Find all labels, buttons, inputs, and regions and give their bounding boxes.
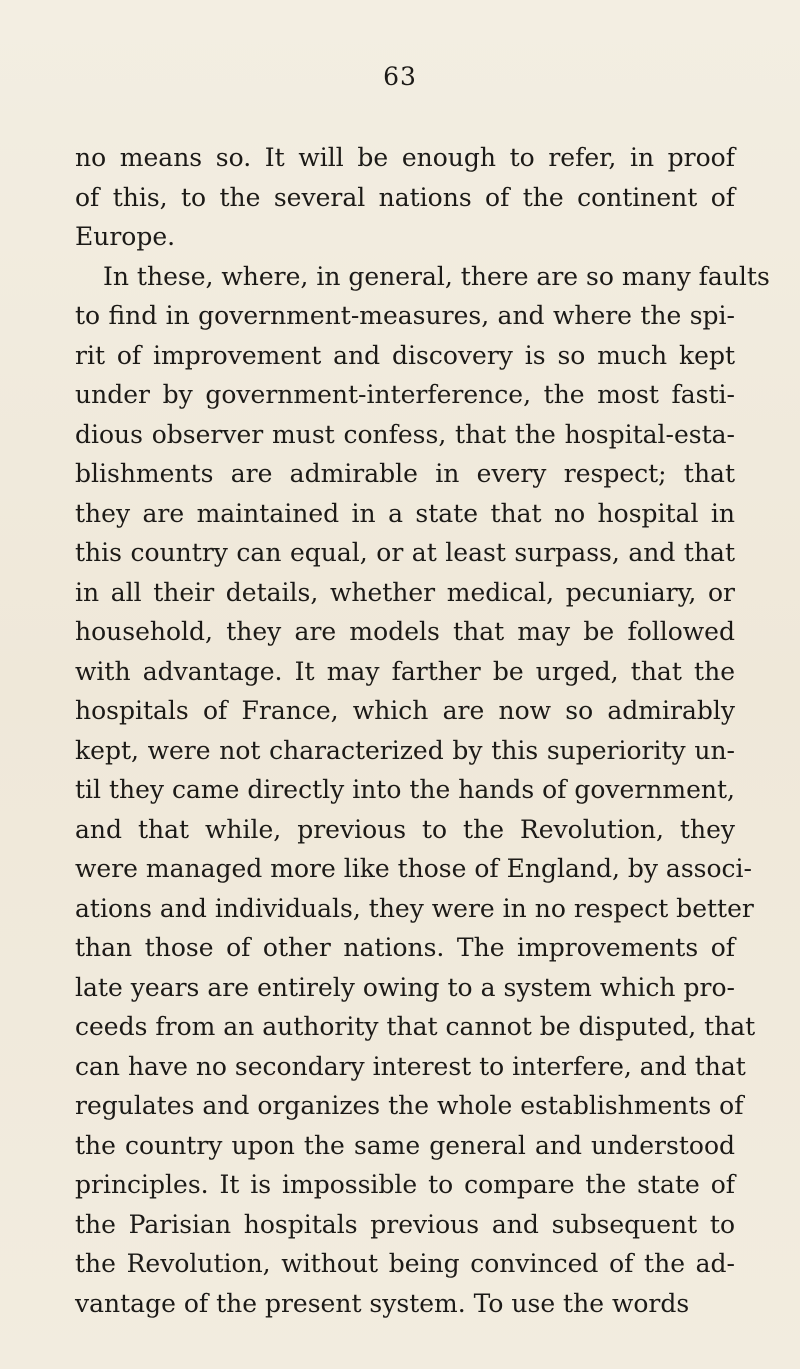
text-line: were managed more like those of England, by associ- [75,854,752,883]
text-line: of this, to the several nations of the continent of [75,182,735,212]
text-line: in all their details, whether medical, pecuniary, or [75,577,735,607]
text-line: the country upon the same general and understood [75,1130,735,1160]
text-line: the Revolution, without being convinced of the ad- [75,1249,735,1278]
text-line: the Parisian hospitals previous and subsequent to [75,1209,735,1239]
text-line: they are maintained in a state that no hospital in [75,498,735,528]
text-line: and that while, previous to the Revolution, they [75,814,735,844]
body-text [75,138,770,1323]
page-number: 63 [383,62,417,91]
text-line: kept, were not characterized by this superiority un- [75,735,735,765]
text-line: vantage of the present system. To use the words [75,1288,690,1318]
text-line: under by government-interference, the most fasti- [75,380,735,409]
text-line: than those of other nations. The improvements of [75,933,735,962]
text-line: In these, where, in general, there are so many faults [103,261,770,291]
text-line: hospitals of France, which are now so admirably [75,696,735,725]
text-line: ations and individuals, they were in no respect better [75,893,754,923]
text-line: blishments are admirable in every respect; that [75,459,735,488]
text-line: til they came directly into the hands of government, [75,775,735,804]
text-line: no means so. It will be enough to refer, in proof [75,143,735,172]
text-line: to find in government-measures, and where the spi- [75,301,735,330]
text-line: with advantage. It may farther be urged, that the [75,656,735,686]
text-line: this country can equal, or at least surpass, and that [75,538,735,567]
text-line: Europe. [75,222,176,251]
text-line: rit of improvement and discovery is so much kept [75,340,735,370]
text-line: can have no secondary interest to interfere, and that [75,1051,746,1081]
text-line: ceeds from an authority that cannot be disputed, that [75,1012,756,1041]
text-line: household, they are models that may be followed [75,617,735,646]
text-line: late years are entirely owing to a system which pro- [75,972,735,1002]
text-line: regulates and organizes the whole establishments of [75,1091,744,1120]
text-line: dious observer must confess, that the hospital-esta- [75,419,735,449]
text-line: principles. It is impossible to compare the state of [75,1170,735,1199]
